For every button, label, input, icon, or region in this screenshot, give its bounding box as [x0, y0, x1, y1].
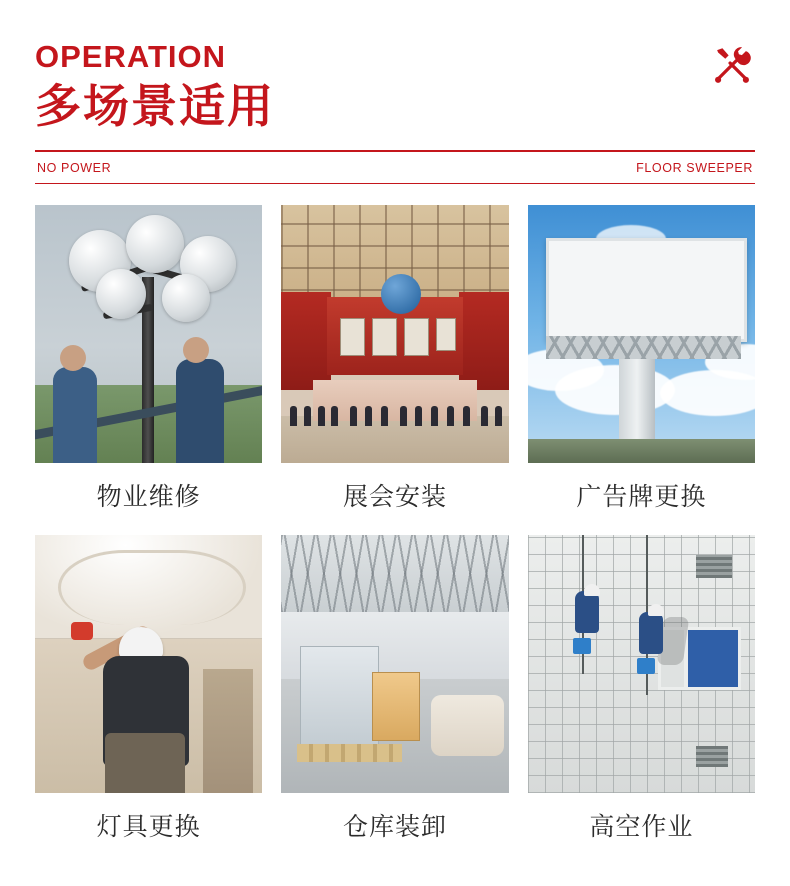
tools-icon — [709, 42, 755, 88]
page-title-cn: 多场景适用 — [35, 79, 275, 134]
ceiling-light-replacement-photo — [35, 535, 262, 793]
billboard-replacement-photo — [528, 205, 755, 463]
scene-caption: 灯具更换 — [96, 811, 201, 841]
scene-card — [281, 205, 508, 527]
exhibition-hall-installation-photo — [281, 205, 508, 463]
page-title-en: OPERATION — [35, 39, 226, 74]
scene-card — [35, 535, 262, 857]
subbar-left-label: NO POWER — [37, 160, 112, 175]
scene-caption: 物业维修 — [96, 481, 201, 511]
scene-grid — [35, 205, 755, 857]
scene-caption: 仓库装卸 — [342, 811, 447, 841]
street-lamp-maintenance-photo — [35, 205, 262, 463]
high-altitude-rope-work-photo — [528, 535, 755, 793]
scene-card — [528, 205, 755, 527]
scene-card — [528, 535, 755, 857]
scene-caption: 广告牌更换 — [576, 481, 707, 511]
subbar-right-label: FLOOR SWEEPER — [636, 160, 753, 175]
header-subbar — [35, 152, 755, 184]
scene-caption: 展会安装 — [342, 481, 447, 511]
warehouse-loading-photo — [281, 535, 508, 793]
scene-card — [35, 205, 262, 527]
scene-card — [281, 535, 508, 857]
page-header — [35, 0, 755, 184]
scene-caption: 高空作业 — [589, 811, 694, 841]
